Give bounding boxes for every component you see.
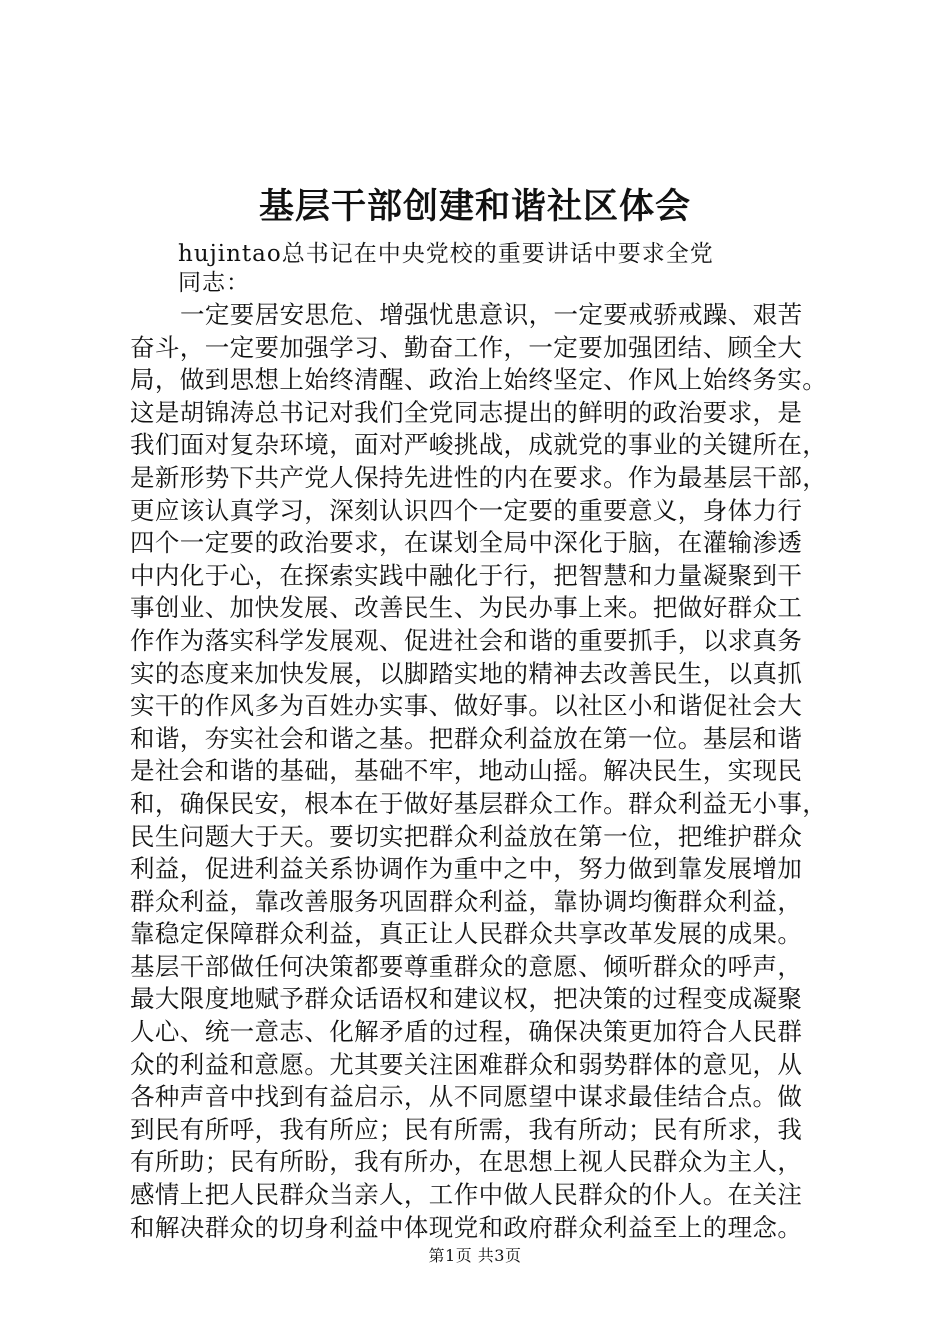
body-line: 是新形势下共产党人保持先进性的内在要求。作为最基层干部， — [130, 462, 828, 492]
body-line: 到民有所呼，我有所应；民有所需，我有所动；民有所求，我 — [130, 1114, 803, 1144]
intro-paragraph — [178, 240, 838, 298]
body-line: 奋斗，一定要加强学习、勤奋工作，一定要加强团结、顾全大 — [130, 332, 803, 362]
body-line: 我们面对复杂环境，面对严峻挑战，成就党的事业的关键所在， — [130, 430, 828, 460]
body-line: 实干的作风多为百姓办实事、做好事。以社区小和谐促社会大 — [130, 691, 803, 721]
body-line: 感情上把人民群众当亲人，工作中做人民群众的仆人。在关注 — [130, 1180, 803, 1210]
body-line: 这是胡锦涛总书记对我们全党同志提出的鲜明的政治要求，是 — [130, 397, 803, 427]
body-line: 民生问题大于天。要切实把群众利益放在第一位，把维护群众 — [130, 821, 803, 851]
body-line: 和解决群众的切身利益中体现党和政府群众利益至上的理念。 — [130, 1212, 803, 1242]
body-line: 人心、统一意志、化解矛盾的过程，确保决策更加符合人民群 — [130, 1017, 803, 1047]
body-line: 和谐，夯实社会和谐之基。把群众利益放在第一位。基层和谐 — [130, 723, 803, 753]
body-line: 四个一定要的政治要求，在谋划全局中深化于脑，在灌输渗透 — [130, 528, 803, 558]
body-line: 实的态度来加快发展，以脚踏实地的精神去改善民生，以真抓 — [130, 658, 803, 688]
body-line: 基层干部做任何决策都要尊重群众的意愿、倾听群众的呼声， — [130, 951, 803, 981]
body-line: 更应该认真学习，深刻认识四个一定要的重要意义，身体力行 — [130, 495, 803, 525]
body-line: 各种声音中找到有益启示，从不同愿望中谋求最佳结合点。做 — [130, 1082, 803, 1112]
body-line: 众的利益和意愿。尤其要关注困难群众和弱势群体的意见，从 — [130, 1049, 803, 1079]
intro-line: 同志： — [178, 270, 250, 296]
body-line: 靠稳定保障群众利益，真正让人民群众共享改革发展的成果。 — [130, 919, 803, 949]
page-footer: 第1页 共3页 — [428, 1246, 522, 1265]
intro-line: hujintao总书记在中央党校的重要讲话中要求全党 — [178, 241, 714, 267]
body-line: 利益，促进利益关系协调作为重中之中，努力做到靠发展增加 — [130, 854, 803, 884]
body-line: 和，确保民安，根本在于做好基层群众工作。群众利益无小事， — [130, 788, 828, 818]
body-line: 中内化于心，在探索实践中融化于行，把智慧和力量凝聚到干 — [130, 560, 803, 590]
document-title: 基层干部创建和谐社区体会 — [258, 186, 691, 227]
body-line: 事创业、加快发展、改善民生、为民办事上来。把做好群众工 — [130, 593, 803, 623]
body-line: 一定要居安思危、增强忧患意识，一定要戒骄戒躁、艰苦 — [180, 300, 803, 329]
body-line: 群众利益，靠改善服务巩固群众利益，靠协调均衡群众利益， — [130, 886, 803, 916]
body-line: 有所助；民有所盼，我有所办，在思想上视人民群众为主人， — [130, 1147, 803, 1177]
body-line: 局，做到思想上始终清醒、政治上始终坚定、作风上始终务实。 — [130, 365, 828, 395]
body-line: 最大限度地赋予群众话语权和建议权，把决策的过程变成凝聚 — [130, 984, 803, 1014]
body-paragraph — [130, 299, 832, 1244]
body-line: 作作为落实科学发展观、促进社会和谐的重要抓手，以求真务 — [130, 625, 803, 655]
body-line: 是社会和谐的基础，基础不牢，地动山摇。解决民生，实现民 — [130, 756, 803, 786]
